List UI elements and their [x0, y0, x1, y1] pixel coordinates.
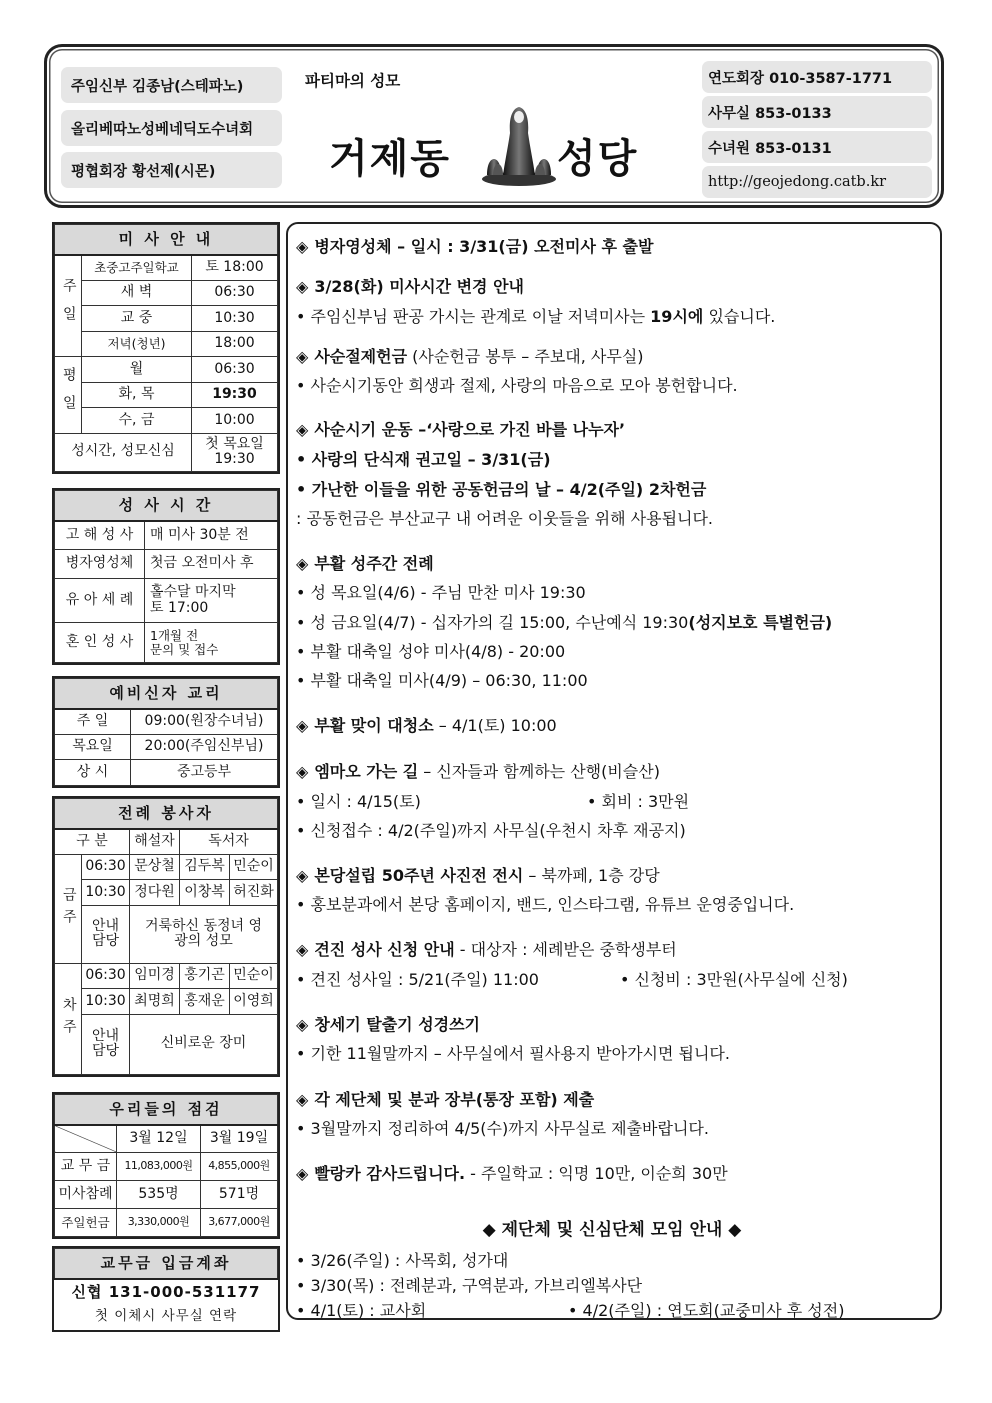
group-meeting-item: • 4/2(주일) : 연도회(교중미사 후 성전)	[568, 1301, 845, 1320]
notice-bullet: • 견진 성사일 : 5/21(주일) 11:00	[296, 970, 539, 989]
server-commentator: 정다원	[130, 880, 180, 906]
servers-header: 독서자	[180, 829, 278, 855]
server-reader: 민순이	[230, 963, 278, 989]
group-meeting-item: • 4/1(토) : 교사회	[296, 1301, 427, 1320]
server-time: 06:30	[82, 963, 130, 989]
stats-date: 3월 19일	[201, 1125, 278, 1153]
bulletin-header	[44, 44, 944, 208]
notices-panel	[286, 222, 942, 1320]
stats-value: 535명	[117, 1181, 201, 1209]
group-meeting-item: • 3/30(목) : 전례분과, 구역분과, 가브리엘복사단	[296, 1276, 643, 1295]
notice-bullet: • 사순시기동안 희생과 절제, 사랑의 마음으로 모아 봉헌합니다.	[296, 376, 738, 395]
diamond-bullet-icon: ◈	[296, 716, 309, 735]
sacrament-title: 성 사 시 간	[55, 491, 278, 521]
notice-bullet: • 가난한 이들을 위한 공동헌금의 날 – 4/2(주일) 2차헌금	[296, 480, 707, 499]
stats-value: 3,330,000원	[117, 1209, 201, 1237]
notice-sick-communion: ◈ 병자영성체 – 일시 : 3/31(금) 오전미사 후 출발	[296, 237, 654, 256]
notice-bullet: • 주임신부님 판공 가시는 관계로 이날 저녁미사는 19시에 있습니다.	[296, 307, 776, 326]
stats-label: 미사참례	[55, 1181, 117, 1209]
catechumen-day: 주 일	[55, 709, 131, 735]
server-reader: 허진화	[230, 880, 278, 906]
catechumen-day: 목요일	[55, 734, 131, 760]
notice-bullet: • 성 금요일(4/7) - 십자가의 길 15:00, 수난예식 19:30(성지보호 특별헌금)	[296, 613, 833, 632]
notice-bullet: • 성 목요일(4/6) - 주님 만찬 미사 19:30	[296, 583, 586, 602]
catechumen-time: 09:00(원장수녀님)	[131, 709, 278, 735]
mass-time: 10:00	[192, 408, 278, 434]
account-number: 신협 131-000-531177	[71, 1282, 261, 1301]
notice-emmaus-hike: ◈ 엠마오 가는 길 – 신자들과 함께하는 산행(비슬산)	[296, 762, 660, 781]
mass-time: 06:30	[192, 357, 278, 383]
sacrament-name: 유 아 세 례	[55, 579, 145, 623]
notice-bible-copying: ◈ 창세기 탈출기 성경쓰기	[296, 1015, 481, 1034]
notice-bullet: : 공동헌금은 부산교구 내 어려운 이웃들을 위해 사용됩니다.	[296, 509, 714, 528]
sacrament-table	[52, 488, 280, 665]
diamond-bullet-icon: ◈	[296, 554, 309, 573]
server-commentator: 임미경	[130, 963, 180, 989]
stats-label: 주일헌금	[55, 1209, 117, 1237]
server-reader: 이영희	[230, 989, 278, 1015]
notice-lent-campaign: ◈ 사순시기 운동 –‘사랑으로 가진 바를 나누자’	[296, 420, 626, 439]
mass-schedule-table	[52, 222, 280, 474]
stats-value: 11,083,000원	[117, 1153, 201, 1181]
convent-phone: 수녀원 853-0131	[702, 131, 932, 163]
stats-date: 3월 12일	[117, 1125, 201, 1153]
guide-label: 안내담당	[82, 905, 130, 963]
sacrament-value: 1개월 전 문의 및 접수	[145, 623, 278, 663]
sacrament-value: 첫금 오전미사 후	[145, 550, 278, 579]
mass-name: 새 벽	[82, 280, 192, 306]
servers-title: 전례 봉사자	[55, 799, 278, 829]
server-reader: 홍재운	[180, 989, 230, 1015]
group-meetings-title: ◆ 제단체 및 신심단체 모임 안내 ◆	[482, 1220, 742, 1240]
group-meeting-item: • 3/26(주일) : 사목회, 성가대	[296, 1251, 509, 1270]
diamond-bullet-icon: ◈	[296, 1015, 309, 1034]
sacrament-name: 병자영성체	[55, 550, 145, 579]
stats-value: 4,855,000원	[201, 1153, 278, 1181]
header-subtitle: 파티마의 성모	[305, 72, 401, 90]
catechumen-time: 20:00(주임신부님)	[131, 734, 278, 760]
diamond-bullet-icon: ◈	[296, 277, 309, 296]
account-note: 첫 이체시 사무실 연락	[94, 1308, 238, 1325]
this-week-label: 금주	[55, 854, 82, 963]
diamond-bullet-icon: ◈	[296, 1090, 309, 1109]
notice-bullet: • 부활 대축일 성야 미사(4/8) - 20:00	[296, 642, 566, 661]
sunday-label: 주일	[55, 255, 82, 357]
holy-hour-label: 성시간, 성모신심	[55, 433, 192, 471]
notice-easter-cleaning: ◈ 부활 맞이 대청소 – 4/1(토) 10:00	[296, 716, 557, 735]
sacrament-value: 매 미사 30분 전	[145, 521, 278, 550]
church-name-left: 거제동	[329, 136, 451, 182]
bank-account-box	[52, 1246, 280, 1332]
sacrament-value: 홀수달 마지막 토 17:00	[145, 579, 278, 623]
notice-confirmation: ◈ 견진 성사 신청 안내 - 대상자 : 세례받은 중학생부터	[296, 940, 677, 959]
mass-time: 19:30	[192, 382, 278, 408]
catechumen-day: 상 시	[55, 760, 131, 786]
server-reader: 홍기곤	[180, 963, 230, 989]
catechumen-time: 중고등부	[131, 760, 278, 786]
notice-bullet: • 회비 : 3만원	[587, 792, 690, 811]
mass-name: 교 중	[82, 306, 192, 332]
notice-bullet: • 일시 : 4/15(토)	[296, 792, 421, 811]
notice-bullet: • 신청비 : 3만원(사무실에 신청)	[620, 970, 848, 989]
notice-bullet: • 3월말까지 정리하여 4/5(수)까지 사무실로 제출바랍니다.	[296, 1119, 709, 1138]
notice-holy-week: ◈ 부활 성주간 전례	[296, 554, 434, 573]
mass-title: 미 사 안 내	[55, 225, 278, 255]
weekday-label: 평일	[55, 357, 82, 434]
mass-name: 화, 목	[82, 382, 192, 408]
notice-photo-exhibit: ◈ 본당설립 50주년 사진전 전시 – 북까페, 1층 강당	[296, 866, 660, 885]
server-time: 06:30	[82, 854, 130, 880]
diamond-bullet-icon: ◈	[296, 866, 309, 885]
council-label: 평협회장 황선제(시몬)	[61, 152, 282, 188]
stats-value: 3,677,000원	[201, 1209, 278, 1237]
diamond-bullet-icon: ◈	[296, 762, 309, 781]
next-week-label: 차주	[55, 963, 82, 1074]
notice-lent-offering: ◈ 사순절제헌금 (사순헌금 봉투 – 주보대, 사무실)	[296, 347, 644, 366]
server-commentator: 최명희	[130, 989, 180, 1015]
diamond-bullet-icon: ◈	[296, 1164, 309, 1183]
finance-stats-table	[52, 1092, 280, 1239]
mass-name: 수, 금	[82, 408, 192, 434]
notice-bullet: • 홍보분과에서 본당 홈페이지, 밴드, 인스타그램, 유튜브 운영중입니다.	[296, 895, 795, 914]
next-week-guide: 신비로운 장미	[130, 1014, 278, 1074]
church-name-right: 성당	[557, 136, 639, 182]
stats-label: 교 무 금	[55, 1153, 117, 1181]
stats-title: 우리들의 점검	[55, 1095, 278, 1125]
mass-time: 06:30	[192, 280, 278, 306]
notice-bullet: • 부활 대축일 미사(4/9) – 06:30, 11:00	[296, 671, 588, 690]
mass-name: 월	[82, 357, 192, 383]
guide-label: 안내담당	[82, 1014, 130, 1074]
notice-bullet: • 사랑의 단식재 권고일 – 3/31(금)	[296, 450, 551, 469]
council-head-phone: 연도회장 010-3587-1771	[702, 61, 932, 93]
holy-hour-time: 첫 목요일 19:30	[192, 433, 278, 471]
diamond-bullet-icon: ◈	[296, 237, 309, 256]
server-reader: 김두복	[180, 854, 230, 880]
account-title: 교무금 입금계좌	[55, 1249, 278, 1279]
diamond-bullet-icon: ◈	[296, 940, 309, 959]
server-reader: 민순이	[230, 854, 278, 880]
notice-mass-time-change: ◈ 3/28(화) 미사시간 변경 안내	[296, 277, 524, 296]
diamond-bullet-icon: ◈	[296, 420, 309, 439]
this-week-guide: 거룩하신 동정녀 영광의 성모	[130, 905, 278, 963]
mass-name: 저녁(청년)	[82, 331, 192, 357]
catechumen-table	[52, 676, 280, 788]
servers-header: 구 분	[55, 829, 130, 855]
server-time: 10:30	[82, 880, 130, 906]
server-time: 10:30	[82, 989, 130, 1015]
server-reader: 이창복	[180, 880, 230, 906]
notice-bullet: • 기한 11월말까지 – 사무실에서 필사용지 받아가시면 됩니다.	[296, 1044, 730, 1063]
pastor-label: 주임신부 김종남(스테파노)	[61, 67, 282, 103]
notice-bullet: • 신청접수 : 4/2(주일)까지 사무실(우천시 차후 재공지)	[296, 821, 686, 840]
stats-corner	[55, 1125, 117, 1153]
diamond-bullet-icon: ◈	[296, 347, 309, 366]
sacrament-name: 고 해 성 사	[55, 521, 145, 550]
mass-time: 18:00	[192, 331, 278, 357]
stats-value: 571명	[201, 1181, 278, 1209]
servers-header: 해설자	[130, 829, 180, 855]
mass-time: 토 18:00	[192, 255, 278, 281]
mass-name: 초중고주일학교	[82, 255, 192, 281]
convent-label: 올리베따노성베네딕도수녀회	[61, 110, 282, 146]
notice-ledger-submission: ◈ 각 제단체 및 분과 장부(통장 포함) 제출	[296, 1090, 595, 1109]
liturgy-servers-table	[52, 796, 280, 1077]
office-phone: 사무실 853-0133	[702, 96, 932, 128]
server-commentator: 문상철	[130, 854, 180, 880]
website-link[interactable]: http://geojedong.catb.kr	[702, 166, 932, 198]
mass-time: 10:30	[192, 306, 278, 332]
fatima-madonna-icon	[479, 103, 559, 187]
notice-palanca-thanks: ◈ 빨랑카 감사드립니다. - 주일학교 : 익명 10만, 이순희 30만	[296, 1164, 728, 1183]
sacrament-name: 혼 인 성 사	[55, 623, 145, 663]
catechumen-title: 예비신자 교리	[55, 679, 278, 709]
